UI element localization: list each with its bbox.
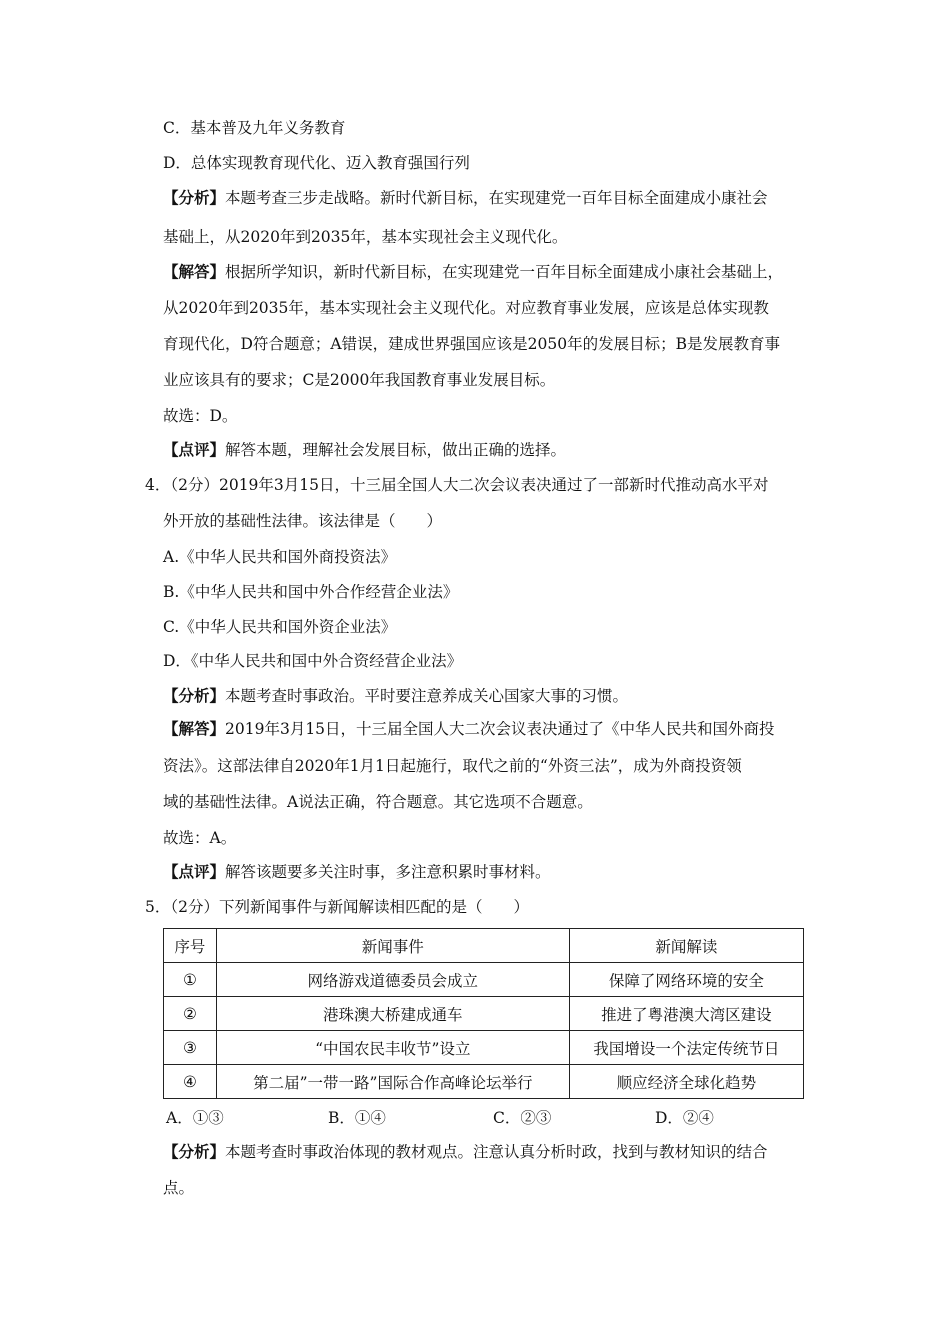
q5-analysis-line-1 [163, 1142, 768, 1162]
q4-choice: 故选：A。 [163, 829, 237, 847]
q4-answer-line-1 [163, 719, 775, 739]
table-cell: “中国农民丰收节”设立 [216, 1031, 569, 1065]
analysis-tag: 【分析】 [163, 686, 226, 705]
q4-answer-line-2: 资法》。这部法律自2020年1月1日起施行，取代之前的“外资三法”，成为外商投资领 [163, 757, 742, 775]
table-row [164, 997, 804, 1031]
q3-option-c: C．基本普及九年义务教育 [163, 119, 346, 137]
table-cell: 港珠澳大桥建成通车 [216, 997, 569, 1031]
q4-option-c: C.《中华人民共和国外资企业法》 [163, 618, 397, 636]
table-cell: 推进了粤港澳大湾区建设 [569, 997, 803, 1031]
q3-comment-text: 解答本题，理解社会发展目标，做出正确的选择。 [225, 441, 567, 459]
q5-analysis-line-2: 点。 [163, 1179, 195, 1197]
q3-answer-text: 根据所学知识，新时代新目标，在实现建党一百年目标全面建成小康社会基础上， [225, 263, 784, 281]
table-cell: ③ [164, 1031, 217, 1065]
q4-analysis-text: 本题考查时事政治。平时要注意养成关心国家大事的习惯。 [225, 687, 629, 705]
q4-answer-line-3: 域的基础性法律。A说法正确，符合题意。其它选项不合题意。 [163, 793, 593, 811]
q3-choice: 故选：D。 [163, 407, 238, 425]
analysis-tag: 【分析】 [163, 1142, 226, 1161]
q4-comment [163, 862, 551, 882]
q4-option-d: D．《中华人民共和国中外合资经营企业法》 [163, 652, 463, 670]
q5-option-a: A．①③ [166, 1109, 224, 1127]
table-header-cell: 新闻解读 [569, 929, 803, 963]
answer-tag: 【解答】 [163, 719, 226, 738]
q5-analysis-text: 本题考查时事政治体现的教材观点。注意认真分析时政，找到与教材知识的结合 [225, 1143, 768, 1161]
table-row [164, 963, 804, 997]
table-cell: 第二届”一带一路”国际合作高峰论坛举行 [216, 1065, 569, 1099]
table-cell: ④ [164, 1065, 217, 1099]
q3-analysis-text: 本题考查三步走战略。新时代新目标，在实现建党一百年目标全面建成小康社会 [225, 189, 768, 207]
comment-tag: 【点评】 [163, 440, 226, 459]
table-cell: ② [164, 997, 217, 1031]
table-cell: 顺应经济全球化趋势 [569, 1065, 803, 1099]
q3-answer-line-3: 育现代化，D符合题意；A错误，建成世界强国应该是2050年的发展目标；B是发展教育事 [163, 335, 780, 353]
q5-option-d: D．②④ [655, 1109, 714, 1127]
table-header-cell: 序号 [164, 929, 217, 963]
comment-tag: 【点评】 [163, 862, 226, 881]
q3-answer-line-1 [163, 262, 783, 282]
q4-option-b: B.《中华人民共和国中外合作经营企业法》 [163, 583, 459, 601]
table-header-row [164, 929, 804, 963]
table-cell: 网络游戏道德委员会成立 [216, 963, 569, 997]
q4-analysis [163, 686, 628, 706]
q3-option-d: D．总体实现教育现代化、迈入教育强国行列 [163, 154, 470, 172]
q3-answer-line-4: 业应该具有的要求；C是2000年我国教育事业发展目标。 [163, 371, 556, 389]
q4-comment-text: 解答该题要多关注时事，多注意积累时事材料。 [225, 863, 551, 881]
q3-answer-line-2: 从2020年到2035年，基本实现社会主义现代化。对应教育事业发展，应该是总体实现教 [163, 299, 769, 317]
q4-stem-line-1: 4．（2分）2019年3月15日，十三届全国人大二次会议表决通过了一部新时代推动高水平对 [145, 476, 769, 494]
q5-option-b: B．①④ [328, 1109, 386, 1127]
q5-stem: 5．（2分）下列新闻事件与新闻解读相匹配的是（ ） [145, 898, 529, 916]
table-header-cell: 新闻事件 [216, 929, 569, 963]
table-cell: 保障了网络环境的安全 [569, 963, 803, 997]
news-table [163, 928, 804, 1099]
table-cell: ① [164, 963, 217, 997]
q3-analysis-line-1 [163, 188, 768, 208]
answer-tag: 【解答】 [163, 262, 226, 281]
q4-stem-line-2: 外开放的基础性法律。该法律是（ ） [163, 512, 443, 530]
table-row [164, 1031, 804, 1065]
table-row [164, 1065, 804, 1099]
q3-comment [163, 440, 566, 460]
q4-option-a: A.《中华人民共和国外商投资法》 [163, 548, 397, 566]
q3-analysis-line-2: 基础上，从2020年到2035年，基本实现社会主义现代化。 [163, 228, 568, 246]
table-cell: 我国增设一个法定传统节日 [569, 1031, 803, 1065]
q5-option-c: C．②③ [493, 1109, 552, 1127]
q4-answer-text: 2019年3月15日，十三届全国人大二次会议表决通过了《中华人民共和国外商投 [225, 720, 775, 738]
analysis-tag: 【分析】 [163, 188, 226, 207]
